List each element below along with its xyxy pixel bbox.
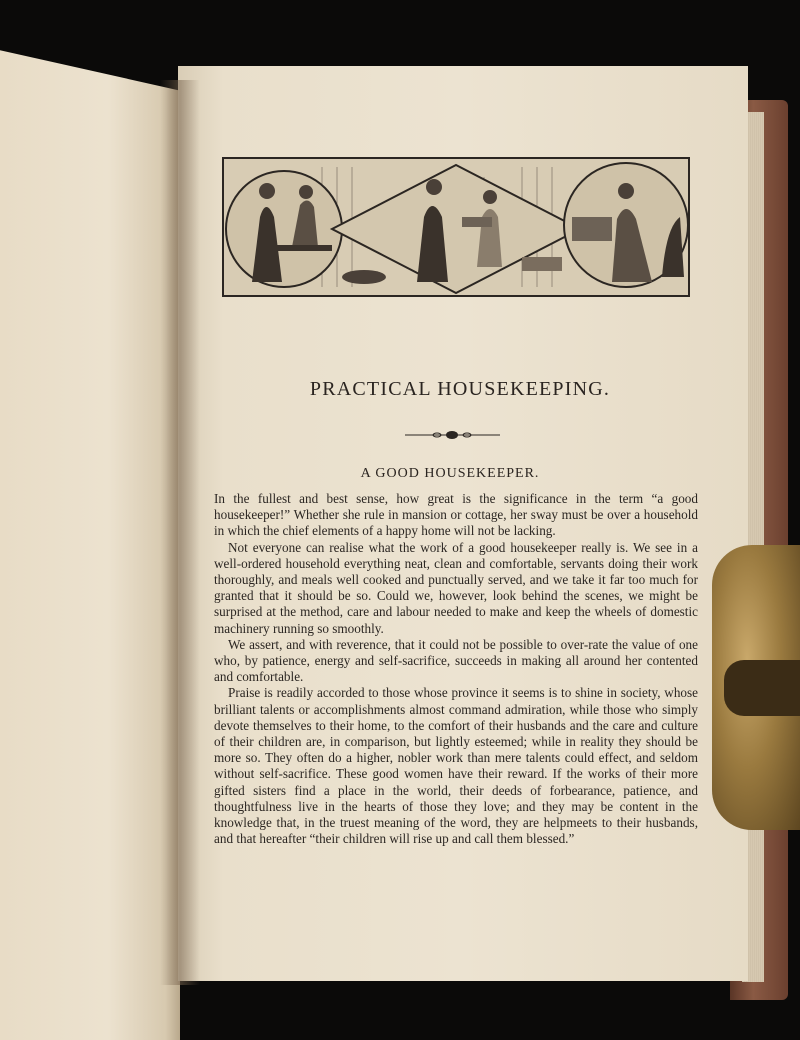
- engraved-banner-illustration: [222, 157, 690, 297]
- paragraph-1: In the fullest and best sense, how great is the significance in the term “a good housekeeper!” Whether she rule in mansion or cottage, her sway must be over a household in which the chief elements of a happy home will not be lacking.: [214, 491, 698, 539]
- left-page: [0, 30, 180, 1040]
- body-text: [214, 491, 698, 847]
- brass-clip-slot: [724, 660, 800, 716]
- title-ornament: [405, 428, 500, 442]
- section-heading: A GOOD HOUSEKEEPER.: [360, 466, 540, 481]
- left-medallion: [226, 171, 342, 287]
- book-gutter: [160, 80, 200, 985]
- paragraph-4: Praise is readily accorded to those whose province it seems is to shine in society, whose brilliant talents or accomplishments almost command admiration, while those who simply devote themselves to their home, to the comfort of their husbands and the care and culture of their children are, in comparison, but lightly esteemed; while in reality they should be more so. They often do a higher, nobler work than mere talents could effect, and seldom without self-sacrifice. These good women have their reward. If the works of their more gifted sisters find a place in the world, their deeds of forbearance, patience, and thoughtfulness live in the hearts of those they love; and they may be content in the knowledge that, in the truest meaning of the word, they are helpmeets to their husbands, and that hereafter “their children will rise up and call them blessed.”: [214, 685, 698, 847]
- paragraph-3: We assert, and with reverence, that it could not be possible to over-rate the value of one who, by patience, energy and self-sacrifice, succeeds in making all around her contented and comfortable.: [214, 636, 698, 685]
- page-title: PRACTICAL HOUSEKEEPING.: [309, 378, 611, 400]
- paragraph-2: Not everyone can realise what the work of a good housekeeper really is. We see in a well-ordered household everything neat, clean and comfortable, servants doing their work thoroughly, and meals well cooked and punctually served, and we take it far too much for granted that it should be so. Could we, however, look behind the scenes, we might be surprised at the method, care and labour needed to make and keep the wheels of domestic machinery running so smoothly.: [214, 539, 698, 636]
